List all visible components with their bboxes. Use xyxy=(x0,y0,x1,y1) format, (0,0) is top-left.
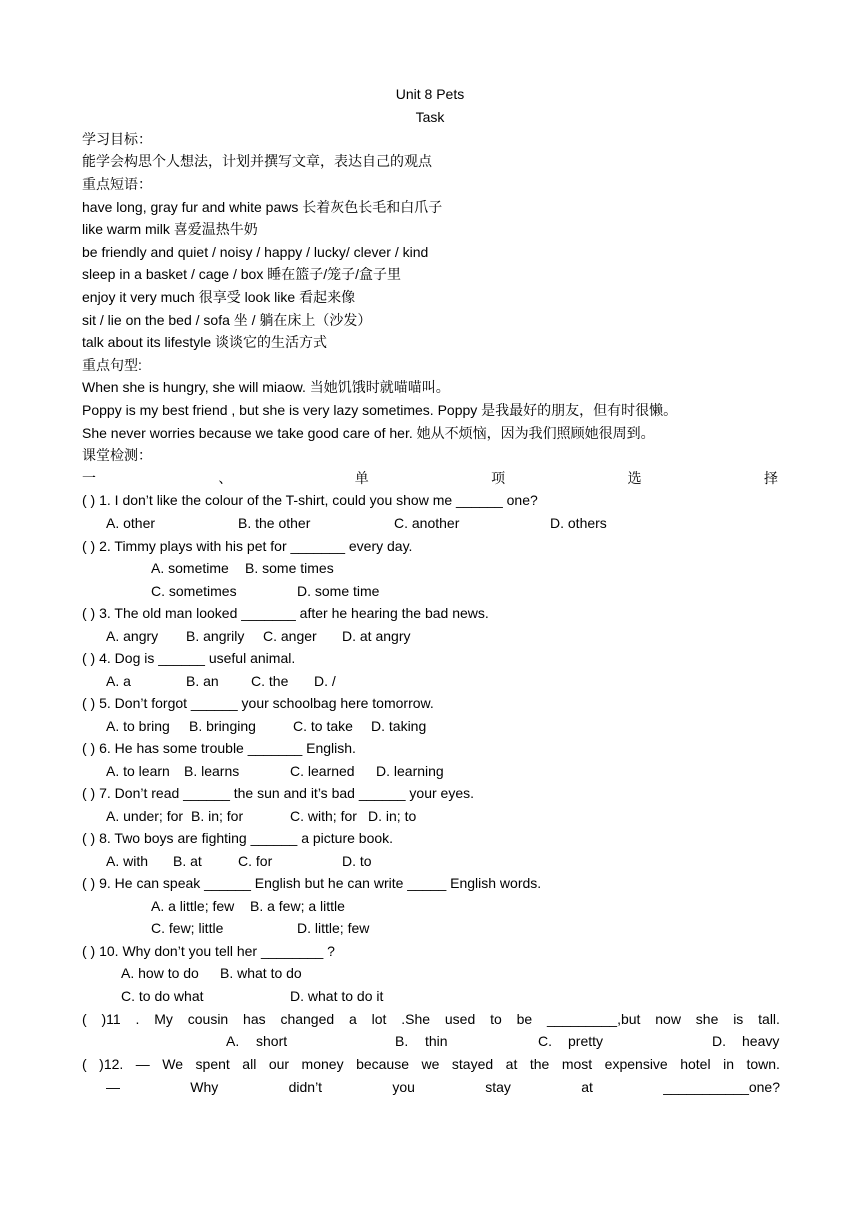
option-c: C. sometimes xyxy=(151,583,237,599)
option-c: C. learned xyxy=(290,763,355,779)
intro-line: be friendly and quiet / noisy / happy / lucky/ clever / kind xyxy=(82,244,429,260)
page-title: Unit 8 Pets xyxy=(395,86,465,102)
heading-char: 选 xyxy=(627,470,642,486)
intro-line: She never worries because we take good care of her. 她从不烦恼，因为我们照顾她很周到。 xyxy=(82,425,655,441)
option-c: C. few; little xyxy=(151,920,224,936)
word: stayed xyxy=(451,1056,494,1072)
word: .She xyxy=(401,1011,431,1027)
option-c: C. another xyxy=(394,515,460,531)
intro-line: Poppy is my best friend , but she is very lazy sometimes. Poppy 是我最好的朋友，但有时很懒。 xyxy=(82,402,678,418)
option-c: C. with; for xyxy=(290,808,357,824)
word: expensive xyxy=(604,1056,668,1072)
option-c: C. for xyxy=(238,853,273,869)
option-a: A. a xyxy=(106,673,131,689)
question-11-stem xyxy=(82,1010,780,1028)
option-c: C. to take xyxy=(293,718,353,734)
word: we xyxy=(421,1056,440,1072)
option-d: D. / xyxy=(314,673,336,689)
option-d: D. to xyxy=(342,853,372,869)
word: changed xyxy=(280,1011,335,1027)
question-7-stem: ( ) 7. Don’t read ______ the sun and it’s bad ______ your eyes. xyxy=(82,785,475,801)
word: to xyxy=(490,1011,502,1027)
option-b: B. a few; a little xyxy=(250,898,345,914)
word: spent xyxy=(195,1056,230,1072)
word: Why xyxy=(190,1079,219,1095)
word: _________,but xyxy=(547,1011,641,1027)
word: town. xyxy=(746,1056,780,1072)
option-c: C. the xyxy=(251,673,289,689)
intro-line: have long, gray fur and white paws 长着灰色长毛和白爪子 xyxy=(82,199,443,215)
question-10-stem: ( ) 10. Why don’t you tell her ________ ? xyxy=(82,943,335,959)
option-c: C. to do what xyxy=(121,988,204,1004)
option-c-label: C. xyxy=(538,1033,552,1049)
word: has xyxy=(243,1011,266,1027)
option-b: B. in; for xyxy=(191,808,244,824)
option-d: D. in; to xyxy=(368,808,417,824)
word: is xyxy=(733,1011,744,1027)
question-5-stem: ( ) 5. Don’t forgot ______ your schoolbag here tomorrow. xyxy=(82,695,434,711)
intro-line: talk about its lifestyle 谈谈它的生活方式 xyxy=(82,334,328,350)
option-d: D. at angry xyxy=(342,628,411,644)
word: you xyxy=(392,1079,415,1095)
option-c-text: pretty xyxy=(568,1033,604,1049)
option-b: B. an xyxy=(186,673,219,689)
option-b: B. angrily xyxy=(186,628,245,644)
word: at xyxy=(581,1079,593,1095)
word: cousin xyxy=(187,1011,229,1027)
heading-char: 择 xyxy=(763,470,778,486)
option-b-label: B. xyxy=(395,1033,409,1049)
word: lot xyxy=(371,1011,387,1027)
word: didn’t xyxy=(288,1079,323,1095)
word: ( xyxy=(82,1056,87,1072)
heading-char: 一 xyxy=(82,470,96,486)
option-b: B. the other xyxy=(238,515,311,531)
word: tall. xyxy=(758,1011,780,1027)
word: the xyxy=(529,1056,550,1072)
option-d: D. learning xyxy=(376,763,444,779)
intro-line: 课堂检测： xyxy=(82,447,152,463)
heading-char: 单 xyxy=(354,470,369,486)
question-2-stem: ( ) 2. Timmy plays with his pet for _______ every day. xyxy=(82,538,413,554)
option-d: D. taking xyxy=(371,718,427,734)
word: be xyxy=(516,1011,533,1027)
word: because xyxy=(356,1056,410,1072)
word: )12. xyxy=(99,1056,124,1072)
intro-line: enjoy it very much 很享受 look like 看起来像 xyxy=(82,289,356,305)
option-d: D. what to do it xyxy=(290,988,384,1004)
option-b: B. what to do xyxy=(220,965,302,981)
option-a-label: A. xyxy=(226,1033,240,1049)
option-a: A. to learn xyxy=(106,763,170,779)
option-b: B. some times xyxy=(245,560,334,576)
heading-char: 、 xyxy=(218,470,233,486)
option-d: D. little; few xyxy=(297,920,370,936)
option-d-label: D. xyxy=(712,1033,726,1049)
intro-line: 能学会构思个人想法，计划并撰写文章，表达自己的观点 xyxy=(82,153,432,169)
word: in xyxy=(723,1056,734,1072)
option-b: B. learns xyxy=(184,763,240,779)
intro-line: 重点短语： xyxy=(82,176,152,192)
option-b: B. bringing xyxy=(189,718,256,734)
option-b: B. at xyxy=(173,853,202,869)
option-b-text: thin xyxy=(425,1033,448,1049)
option-c: C. anger xyxy=(263,628,317,644)
word: all xyxy=(242,1056,257,1072)
option-a: A. other xyxy=(106,515,156,531)
intro-line: sleep in a basket / cage / box 睡在篮子/笼子/盒子里 xyxy=(82,266,402,282)
word: ( xyxy=(82,1011,87,1027)
word: My xyxy=(154,1011,173,1027)
word: — xyxy=(106,1079,120,1095)
word: most xyxy=(561,1056,593,1072)
word: used xyxy=(444,1011,476,1027)
word: hotel xyxy=(680,1056,711,1072)
word: We xyxy=(162,1056,184,1072)
option-a: A. a little; few xyxy=(151,898,235,914)
heading-char: 项 xyxy=(491,470,506,486)
option-a: A. sometime xyxy=(151,560,229,576)
intro-line: When she is hungry, she will miaow. 当她饥饿时就喵喵叫。 xyxy=(82,379,450,395)
intro-line: sit / lie on the bed / sofa 坐 / 躺在床上（沙发） xyxy=(82,312,372,328)
word: ___________one? xyxy=(663,1079,780,1095)
intro-line: 学习目标： xyxy=(82,131,152,147)
word: — xyxy=(135,1056,150,1072)
page-subtitle: Task xyxy=(415,109,445,125)
question-6-stem: ( ) 6. He has some trouble _______ English. xyxy=(82,740,356,756)
option-a-text: short xyxy=(256,1033,288,1049)
question-12-stem xyxy=(82,1055,780,1073)
word: money xyxy=(301,1056,344,1072)
word: . xyxy=(135,1011,140,1027)
word: )11 xyxy=(101,1011,121,1027)
intro-line: 重点句型: xyxy=(82,357,142,373)
question-9-stem: ( ) 9. He can speak ______ English but he can write _____ English words. xyxy=(82,875,542,891)
intro-line: like warm milk 喜爱温热牛奶 xyxy=(82,221,258,237)
option-a: A. angry xyxy=(106,628,159,644)
word: she xyxy=(695,1011,719,1027)
question-3-stem: ( ) 3. The old man looked _______ after he hearing the bad news. xyxy=(82,605,489,621)
word: a xyxy=(349,1011,357,1027)
option-a: A. with xyxy=(106,853,149,869)
option-d: D. some time xyxy=(297,583,380,599)
option-d-text: heavy xyxy=(742,1033,780,1049)
question-4-stem: ( ) 4. Dog is ______ useful animal. xyxy=(82,650,296,666)
section-heading xyxy=(82,469,778,487)
word: stay xyxy=(485,1079,511,1095)
word: now xyxy=(655,1011,681,1027)
option-a: A. to bring xyxy=(106,718,170,734)
option-a: A. how to do xyxy=(121,965,199,981)
question-12-reply xyxy=(106,1078,780,1096)
question-8-stem: ( ) 8. Two boys are fighting ______ a picture book. xyxy=(82,830,394,846)
word: our xyxy=(268,1056,290,1072)
option-a: A. under; for xyxy=(106,808,184,824)
word: at xyxy=(505,1056,518,1072)
question-1-stem: ( ) 1. I don’t like the colour of the T-shirt, could you show me ______ one? xyxy=(82,492,538,508)
option-d: D. others xyxy=(550,515,607,531)
